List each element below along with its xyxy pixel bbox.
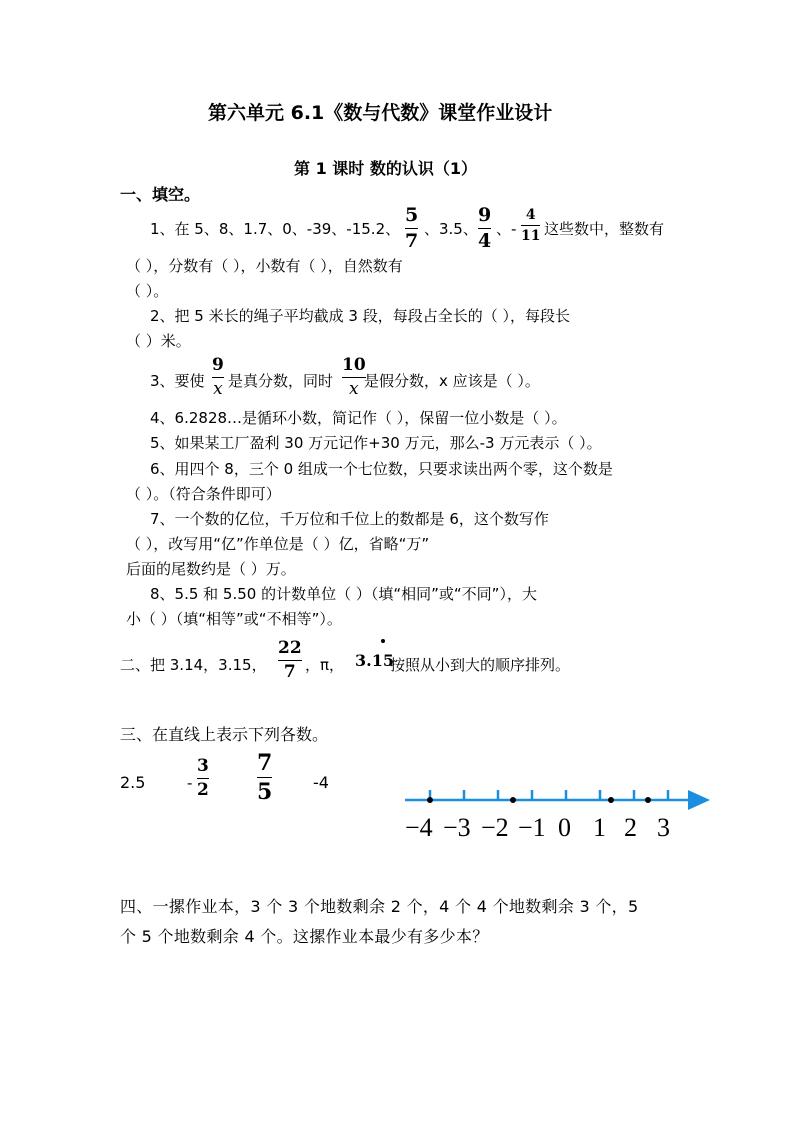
number-line-point: [645, 797, 651, 803]
section2-fraction-22-7: 22 7: [278, 638, 302, 682]
section2-repeating-decimal: 3.15: [355, 651, 394, 670]
q2-line2: （ ）米。: [126, 332, 191, 350]
number-line-ticks: [430, 790, 668, 800]
section3-heading: 三、在直线上表示下列各数。: [120, 725, 329, 744]
number-line-point: [510, 797, 516, 803]
q3-fraction-10-x: 10 x: [342, 355, 366, 399]
section3-item-2.5: 2.5: [120, 773, 146, 792]
q8-line1: 8、5.5 和 5.50 的计数单位（ ）（填“相同”或“不同”），大: [150, 585, 537, 603]
q4: 4、6.2828…是循环小数，简记作（ ），保留一位小数是（ ）。: [150, 409, 567, 427]
q7-line3: 后面的尾数约是（ ）万。: [126, 560, 296, 578]
repeating-dot-icon: [381, 639, 385, 643]
q7-line2: （ ），改写用“亿”作单位是（ ）亿，省略“万”: [126, 535, 430, 553]
section4-line2: 个 5 个地数剩余 4 个。这摞作业本最少有多少本？: [120, 927, 489, 946]
section1-heading: 一、填空。: [120, 185, 201, 204]
lesson-subtitle: 第 1 课时 数的认识（1）: [294, 159, 477, 178]
section3-item-minus-4: -4: [313, 773, 329, 792]
q1-fraction-5-7: 5 7: [405, 204, 419, 252]
section2-text-b: ，π，: [305, 656, 345, 674]
section4-line1: 四、一摞作业本，3 个 3 个地数剩余 2 个，4 个 4 个地数剩余 3 个，5: [120, 897, 639, 916]
q5: 5、如果某工厂盈利 30 万元记作+30 万元，那么-3 万元表示（ ）。: [150, 434, 602, 452]
number-line-point: [427, 797, 433, 803]
q1-fraction-9-4: 9 4: [478, 204, 492, 252]
section3-fraction-3-2: 3 2: [197, 756, 209, 800]
q7-line1: 7、一个数的亿位，千万位和千位上的数都是 6，这个数写作: [150, 510, 549, 528]
number-line-label: 0: [558, 813, 571, 842]
q3-fraction-9-x: 9 x: [212, 355, 224, 399]
q3-text-a: 3、要使: [150, 372, 205, 390]
section2-text-c: 按照从小到大的顺序排列。: [390, 656, 571, 674]
number-line: [400, 785, 720, 815]
q2-line1: 2、把 5 米长的绳子平均截成 3 段，每段占全长的（ ），每段长: [150, 307, 570, 325]
number-line-arrow-icon: [688, 790, 710, 810]
q3-text-c: 是假分数，x 应该是（ ）。: [364, 372, 540, 390]
q1-line2: （ ），分数有（ ），小数有（ ），自然数有: [126, 257, 403, 275]
q6-line1: 6、用四个 8，三个 0 组成一个七位数，只要求读出两个零，这个数是: [150, 460, 613, 478]
q1-fraction-4-11: 4 11: [521, 207, 541, 244]
q1-text-a: 1、在 5、8、1.7、0、-39、-15.2、: [150, 220, 401, 238]
number-line-label: −3: [443, 813, 471, 842]
section3-fraction-7-5: 7 5: [257, 750, 273, 805]
number-line-label: −2: [481, 813, 509, 842]
number-line-label: 1: [593, 813, 606, 842]
q3-text-b: 是真分数，同时: [228, 372, 334, 390]
page-title: 第六单元 6.1《数与代数》课堂作业设计: [208, 102, 553, 124]
number-line-label: −4: [405, 813, 433, 842]
number-line-point: [608, 797, 614, 803]
number-line-label: 2: [624, 813, 637, 842]
number-line-label: 3: [657, 813, 670, 842]
section2-text-a: 二、把 3.14，3.15，: [120, 656, 267, 674]
section3-item-minus-sign: -: [187, 773, 193, 792]
number-line-label: −1: [518, 813, 546, 842]
q1-line3: （ ）。: [126, 282, 169, 300]
q8-line2: 小（ ）（填“相等”或“不相等”）。: [126, 610, 342, 628]
q1-text-d: 这些数中，整数有: [544, 220, 665, 238]
q1-text-b: 、3.5、: [424, 220, 478, 238]
q1-text-c: 、-: [496, 220, 517, 238]
q6-line2: （ ）。（符合条件即可）: [126, 485, 281, 503]
